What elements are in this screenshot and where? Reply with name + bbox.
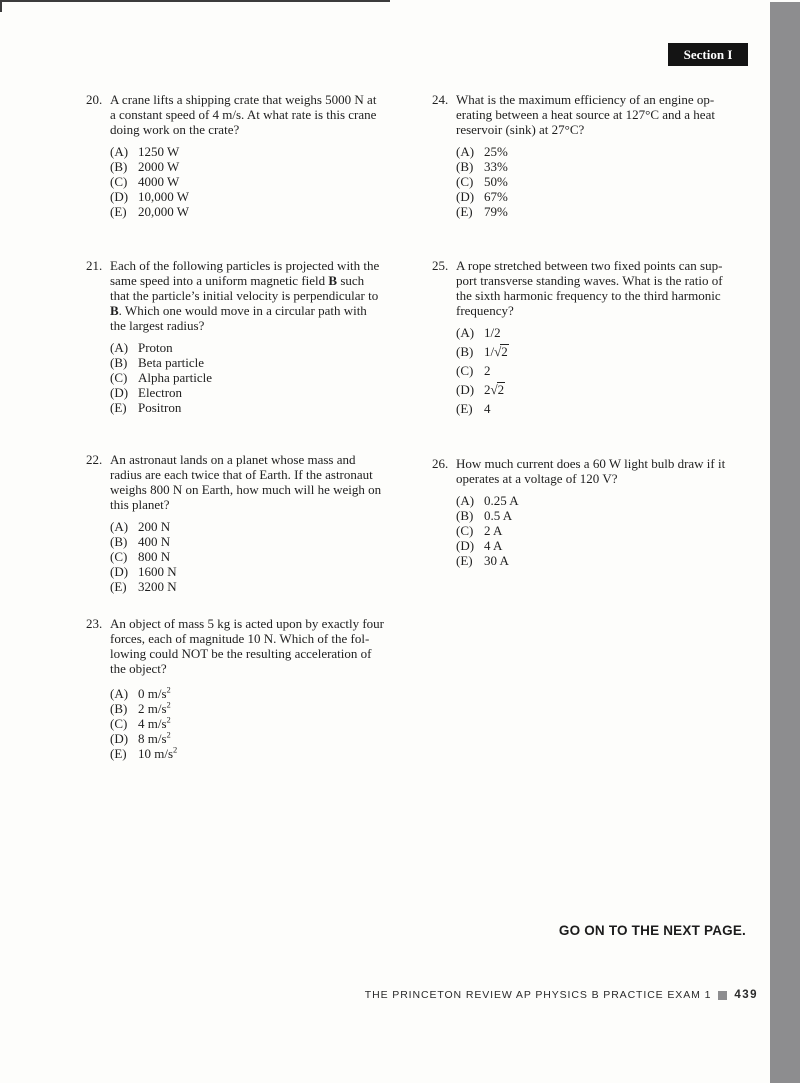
option-text	[484, 189, 508, 204]
text-segment: 79%	[484, 204, 508, 219]
footer-square-icon	[718, 991, 727, 1000]
text-segment: port transverse standing waves. What is the ratio of	[456, 273, 723, 288]
option-letter: (D)	[456, 189, 475, 204]
option-text	[484, 523, 502, 538]
option-26-B	[456, 508, 764, 523]
stem-line	[456, 471, 764, 486]
question-number: 26.	[432, 456, 449, 471]
options-list	[86, 144, 418, 219]
option-letter: (C)	[456, 363, 474, 378]
text-segment: 400 N	[138, 534, 171, 549]
option-letter: (A)	[110, 519, 129, 534]
stem-line	[110, 482, 418, 497]
option-letter: (E)	[110, 579, 127, 594]
question-stem	[86, 258, 418, 333]
section-badge-label: Section I	[683, 47, 733, 62]
text-segment: doing work on the crate?	[110, 122, 240, 137]
text-segment: radius are each twice that of Earth. If the astronaut	[110, 467, 373, 482]
text-segment: A rope stretched between two fixed points can sup-	[456, 258, 723, 273]
option-text	[484, 382, 505, 397]
option-text	[484, 174, 508, 189]
question-stem	[432, 456, 764, 486]
option-text	[138, 340, 173, 355]
option-21-C	[110, 370, 418, 385]
question-number: 23.	[86, 616, 103, 631]
option-letter: (D)	[110, 189, 129, 204]
text-segment: 4 A	[484, 538, 503, 553]
question-24	[432, 92, 764, 219]
option-letter: (D)	[456, 538, 475, 553]
text-segment: What is the maximum efficiency of an engine op-	[456, 92, 715, 107]
radical-sign: √	[490, 382, 497, 397]
option-letter: (E)	[456, 401, 473, 416]
text-segment: 2	[484, 382, 491, 397]
text-segment: Each of the following particles is projected with the	[110, 258, 380, 273]
stem-line	[110, 646, 418, 661]
question-26	[432, 456, 764, 568]
option-text	[484, 344, 509, 359]
options-list	[432, 144, 764, 219]
option-letter: (A)	[110, 144, 129, 159]
text-segment: A crane lifts a shipping crate that weighs 5000 N at	[110, 92, 377, 107]
option-25-D	[456, 382, 764, 401]
option-text	[138, 204, 189, 219]
question-stem	[432, 92, 764, 137]
stem-line	[110, 107, 418, 122]
text-segment: B	[328, 273, 338, 288]
option-letter: (C)	[456, 523, 474, 538]
option-25-B	[456, 344, 764, 363]
stem-line	[110, 452, 418, 467]
option-letter: (C)	[110, 549, 128, 564]
text-segment: An astronaut lands on a planet whose mass and	[110, 452, 356, 467]
stem-line	[110, 258, 418, 273]
text-segment: operates at a voltage of 120 V?	[456, 471, 618, 486]
option-26-A	[456, 493, 764, 508]
text-segment: 67%	[484, 189, 508, 204]
question-20	[86, 92, 418, 219]
options-list	[86, 519, 418, 594]
option-letter: (C)	[456, 174, 474, 189]
option-text	[484, 553, 509, 568]
radicand: 2	[501, 344, 508, 359]
text-segment: 20,000 W	[138, 204, 190, 219]
text-segment: this planet?	[110, 497, 170, 512]
option-text	[138, 564, 177, 579]
text-segment: 0.5 A	[484, 508, 513, 523]
text-segment: 25%	[484, 144, 508, 159]
stem-line	[110, 273, 418, 288]
stem-line	[110, 467, 418, 482]
option-letter: (B)	[110, 159, 128, 174]
footer-page-number: 439	[734, 989, 758, 1001]
page-edge-strip	[770, 2, 800, 1083]
question-stem	[86, 452, 418, 512]
text-segment: that the particle’s initial velocity is perpendicular to	[110, 288, 379, 303]
option-text	[138, 144, 179, 159]
option-20-B	[110, 159, 418, 174]
option-text	[484, 159, 508, 174]
option-text	[484, 204, 508, 219]
superscript: 2	[166, 685, 171, 695]
option-20-E	[110, 204, 418, 219]
text-segment: erating between a heat source at 127°C and a heat	[456, 107, 715, 122]
option-23-B	[110, 698, 418, 717]
stem-line	[456, 288, 764, 303]
option-letter: (D)	[110, 731, 129, 747]
page-footer	[365, 989, 758, 1001]
option-letter: (A)	[456, 144, 475, 159]
question-23	[86, 616, 418, 762]
option-text	[138, 370, 212, 385]
text-segment: 33%	[484, 159, 508, 174]
option-24-D	[456, 189, 764, 204]
text-segment: reservoir (sink) at 27°C?	[456, 122, 585, 137]
superscript: 2	[173, 745, 178, 755]
text-segment: B	[110, 303, 119, 318]
option-letter: (A)	[456, 493, 475, 508]
text-segment: 0 m/s	[138, 686, 167, 702]
stem-line	[110, 631, 418, 646]
text-segment: Beta particle	[138, 355, 205, 370]
stem-line	[110, 288, 418, 303]
stem-line	[456, 107, 764, 122]
option-24-C	[456, 174, 764, 189]
option-text	[138, 746, 177, 761]
options-list	[432, 325, 764, 420]
option-26-D	[456, 538, 764, 553]
option-text	[484, 363, 491, 378]
option-text	[138, 549, 170, 564]
option-letter: (B)	[110, 355, 128, 370]
sqrt-radical	[494, 344, 509, 359]
question-number: 25.	[432, 258, 449, 273]
option-letter: (E)	[110, 746, 127, 762]
option-24-E	[456, 204, 764, 219]
option-letter: (B)	[456, 159, 474, 174]
option-text	[484, 538, 502, 553]
question-22	[86, 452, 418, 594]
option-letter: (C)	[110, 370, 128, 385]
stem-line	[456, 258, 764, 273]
option-21-A	[110, 340, 418, 355]
option-text	[138, 579, 177, 594]
stem-line	[456, 92, 764, 107]
options-list	[86, 683, 418, 762]
text-segment: 2000 W	[138, 159, 180, 174]
question-25	[432, 258, 764, 420]
text-segment: How much current does a 60 W light bulb draw if it	[456, 456, 726, 471]
option-text	[138, 355, 204, 370]
radicand: 2	[497, 382, 505, 397]
stem-line	[110, 616, 418, 631]
superscript: 2	[166, 715, 171, 725]
text-segment: a constant speed of 4 m/s. At what rate is this crane	[110, 107, 377, 122]
option-21-B	[110, 355, 418, 370]
option-22-C	[110, 549, 418, 564]
option-22-B	[110, 534, 418, 549]
text-segment: 30 A	[484, 553, 509, 568]
text-segment: Alpha particle	[138, 370, 212, 385]
option-letter: (A)	[110, 340, 129, 355]
stem-line	[110, 92, 418, 107]
question-number: 21.	[86, 258, 103, 273]
text-segment: 4 m/s	[138, 716, 167, 732]
option-letter: (B)	[110, 534, 128, 549]
stem-line	[110, 661, 418, 676]
option-letter: (C)	[110, 174, 128, 189]
option-text	[138, 189, 189, 204]
option-letter: (D)	[456, 382, 475, 397]
text-segment: the object?	[110, 661, 167, 676]
text-segment: lowing could NOT be the resulting acceleration of	[110, 646, 372, 661]
option-25-A	[456, 325, 764, 344]
option-letter: (B)	[110, 701, 128, 717]
option-letter: (D)	[110, 385, 129, 400]
text-segment: 50%	[484, 174, 508, 189]
text-segment: such	[337, 273, 365, 288]
text-segment: 200 N	[138, 519, 171, 534]
stem-line	[456, 273, 764, 288]
text-segment: 2 A	[484, 523, 503, 538]
text-segment: 10,000 W	[138, 189, 190, 204]
option-23-E	[110, 743, 418, 762]
option-text	[138, 159, 179, 174]
text-segment: . Which one would move in a circular path with	[118, 303, 367, 318]
questions-column-left	[86, 0, 418, 1083]
option-letter: (E)	[110, 204, 127, 219]
text-segment: the sixth harmonic frequency to the third harmonic	[456, 288, 721, 303]
option-25-C	[456, 363, 764, 382]
option-letter: (B)	[456, 344, 474, 359]
text-segment: 10 m/s	[138, 746, 174, 762]
option-26-C	[456, 523, 764, 538]
option-22-A	[110, 519, 418, 534]
option-23-C	[110, 713, 418, 732]
option-letter: (C)	[110, 716, 128, 732]
stem-line	[110, 303, 418, 318]
text-segment: 4000 W	[138, 174, 180, 189]
superscript: 2	[166, 700, 171, 710]
question-stem	[86, 92, 418, 137]
text-segment: forces, each of magnitude 10 N. Which of the fol-	[110, 631, 370, 646]
option-letter: (E)	[456, 204, 473, 219]
option-text	[484, 325, 501, 340]
stem-line	[456, 456, 764, 471]
text-segment: 4	[484, 401, 491, 416]
option-text	[484, 493, 519, 508]
go-on-instruction: GO ON TO THE NEXT PAGE.	[558, 923, 746, 938]
question-number: 24.	[432, 92, 449, 107]
questions-column-right	[432, 0, 764, 1083]
option-letter: (E)	[456, 553, 473, 568]
text-segment: 1/2	[484, 325, 501, 340]
text-segment: 0.25 A	[484, 493, 519, 508]
scan-artifact-corner-tick	[0, 0, 2, 12]
text-segment: weighs 800 N on Earth, how much will he weigh on	[110, 482, 382, 497]
question-number: 20.	[86, 92, 103, 107]
text-segment: 8 m/s	[138, 731, 167, 747]
option-23-A	[110, 683, 418, 702]
question-stem	[86, 616, 418, 676]
option-20-C	[110, 174, 418, 189]
option-letter: (E)	[110, 400, 127, 415]
superscript: 2	[166, 730, 171, 740]
options-list	[432, 493, 764, 568]
text-segment: 1250 W	[138, 144, 180, 159]
option-25-E	[456, 401, 764, 420]
question-21	[86, 258, 418, 415]
text-segment: 1/	[484, 344, 495, 359]
text-segment: Positron	[138, 400, 182, 415]
option-20-D	[110, 189, 418, 204]
option-letter: (A)	[110, 686, 129, 702]
stem-line	[456, 303, 764, 318]
option-text	[138, 519, 170, 534]
text-segment: 2 m/s	[138, 701, 167, 717]
text-segment: frequency?	[456, 303, 514, 318]
question-number: 22.	[86, 452, 103, 467]
option-23-D	[110, 728, 418, 747]
option-20-A	[110, 144, 418, 159]
option-22-D	[110, 564, 418, 579]
option-26-E	[456, 553, 764, 568]
radical-sign: √	[494, 344, 501, 359]
text-segment: Electron	[138, 385, 183, 400]
stem-line	[110, 497, 418, 512]
option-text	[138, 385, 182, 400]
text-segment: the largest radius?	[110, 318, 205, 333]
option-24-A	[456, 144, 764, 159]
option-21-E	[110, 400, 418, 415]
stem-line	[110, 318, 418, 333]
question-stem	[432, 258, 764, 318]
option-24-B	[456, 159, 764, 174]
text-segment: 3200 N	[138, 579, 177, 594]
text-segment: 1600 N	[138, 564, 177, 579]
option-text	[484, 401, 491, 416]
text-segment: 2	[484, 363, 491, 378]
text-segment: An object of mass 5 kg is acted upon by exactly four	[110, 616, 385, 631]
text-segment: Proton	[138, 340, 173, 355]
option-letter: (D)	[110, 564, 129, 579]
footer-book-title: THE PRINCETON REVIEW AP PHYSICS B PRACTICE EXAM 1	[364, 989, 712, 1001]
stem-line	[456, 122, 764, 137]
option-letter: (B)	[456, 508, 474, 523]
options-list	[86, 340, 418, 415]
stem-line	[110, 122, 418, 137]
option-text	[484, 144, 508, 159]
option-text	[138, 174, 179, 189]
sqrt-radical	[491, 382, 506, 397]
text-segment: 800 N	[138, 549, 171, 564]
option-letter: (A)	[456, 325, 475, 340]
option-text	[484, 508, 512, 523]
option-21-D	[110, 385, 418, 400]
option-text	[138, 400, 181, 415]
option-text	[138, 534, 170, 549]
text-segment: same speed into a uniform magnetic field	[110, 273, 329, 288]
option-22-E	[110, 579, 418, 594]
